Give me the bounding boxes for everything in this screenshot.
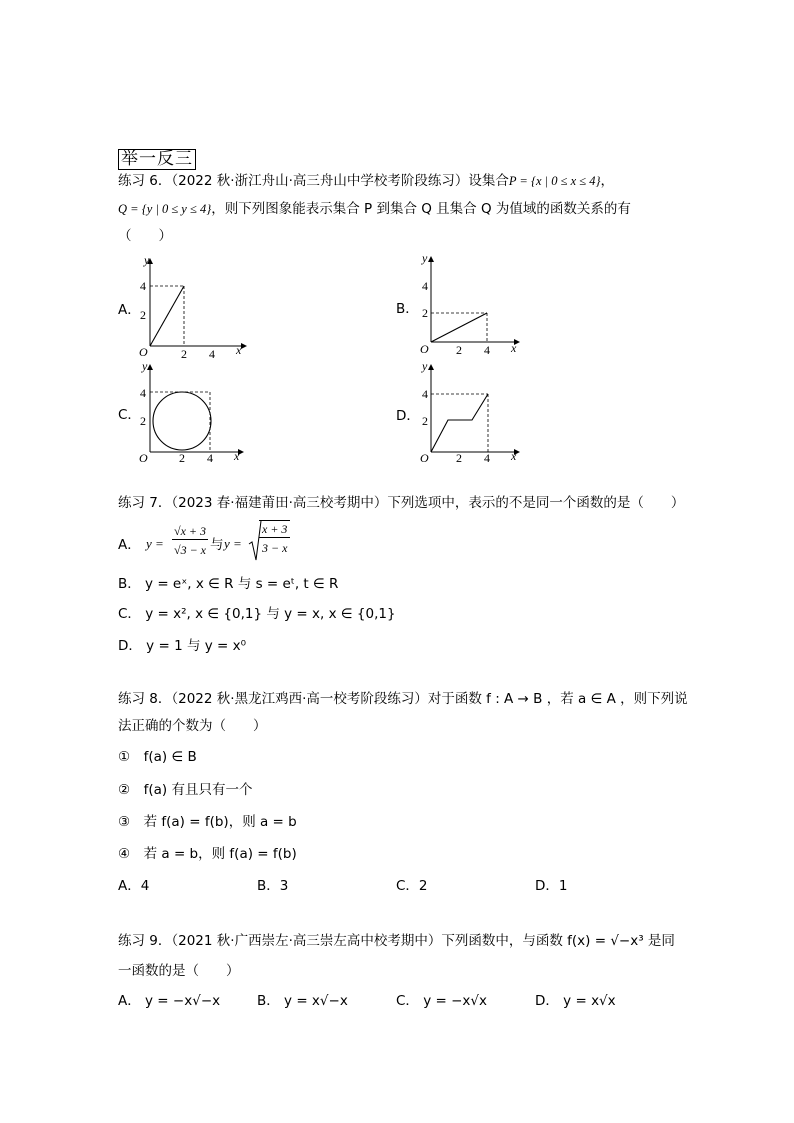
y-label: y [144, 253, 150, 267]
q6-stem-prefix: 练习 6．（2022 秋·浙江舟山·高三舟山中学校考阶段练习）设集合 [118, 173, 509, 189]
y-axis-arrow [428, 256, 434, 262]
q7-option-c: C． y = x², x ∈ {0,1} 与 y = x, x ∈ {0,1} [118, 606, 396, 622]
y-label: y [422, 251, 428, 265]
q6-option-b-label: B． [396, 301, 419, 317]
tick-y2: 2 [422, 306, 428, 320]
q8-choice-c: C．2 [396, 878, 428, 894]
origin-label: O [420, 342, 429, 356]
q6-answer-paren: （ ） [118, 228, 172, 244]
q7-a-numerator: √x + 3 [174, 524, 207, 538]
graph-b [416, 250, 531, 360]
function-segment [150, 286, 184, 346]
q7-a-y1: y = [146, 536, 164, 551]
q9-choice-b: B． y = x√−x [257, 993, 348, 1009]
tick-x2: 2 [181, 347, 187, 360]
q6-stem-line1 [118, 172, 614, 190]
q9-stem-line1: 练习 9．（2021 秋·广西崇左·高三崇左高中校考期中）下列函数中，与函数 f(x) = √−x³ 是同 [118, 933, 675, 949]
q8-stem-line1: 练习 8．（2022 秋·黑龙江鸡西·高一校考阶段练习）对于函数 f : A → B ，若 a ∈ A ，则下列说 [118, 691, 688, 707]
q8-choice-b: B．3 [257, 878, 289, 894]
x-label: x [234, 449, 240, 463]
origin-label: O [420, 451, 429, 465]
q9-choice-d: D． y = x√x [535, 993, 616, 1009]
tick-x2: 2 [456, 451, 462, 465]
q8-item-4: ④ 若 a = b，则 f(a) = f(b) [118, 846, 297, 862]
graph-c [138, 358, 253, 468]
tick-y4: 4 [422, 279, 428, 293]
x-label: x [511, 449, 517, 463]
q8-choice-a: A．4 [118, 878, 150, 894]
q8-item-1: ① f(a) ∈ B [118, 749, 197, 765]
q7-a-denominator: √3 − x [174, 543, 207, 557]
tick-x4: 4 [207, 451, 213, 465]
tick-x2: 2 [179, 451, 185, 465]
x-axis-arrow [241, 343, 247, 349]
q9-choice-a: A． y = −x√−x [118, 993, 221, 1009]
q7-a-numerator2: x + 3 [259, 520, 290, 538]
q8-item-3: ③ 若 f(a) = f(b)，则 a = b [118, 814, 297, 830]
q7-option-b: B． y = eˣ, x ∈ R 与 s = eᵗ, t ∈ R [118, 576, 339, 592]
q6-comma: ， [600, 173, 614, 189]
function-segment [431, 313, 487, 342]
tick-x4: 4 [484, 451, 490, 465]
q6-option-a-label: A． [118, 302, 141, 318]
q9-choice-c: C． y = −x√x [396, 993, 487, 1009]
tick-y4: 4 [140, 279, 146, 293]
function-circle [153, 392, 211, 450]
y-label: y [422, 359, 428, 373]
y-axis-arrow [428, 364, 434, 370]
origin-label: O [139, 345, 148, 359]
origin-label: O [139, 451, 148, 465]
q6-option-d-label: D． [396, 408, 420, 424]
q7-option-d: D． y = 1 与 y = x⁰ [118, 638, 247, 654]
q6-set-q: Q = {y | 0 ≤ y ≤ 4} [118, 202, 212, 216]
q7-a-yu: 与 [210, 537, 224, 553]
y-axis-arrow [147, 364, 153, 370]
q9-stem-line2: 一函数的是（ ） [118, 963, 240, 979]
q6-stem-rest: ，则下列图象能表示集合 P 到集合 Q 且集合 Q 为值域的函数关系的有 [211, 201, 631, 217]
y-label: y [142, 359, 148, 373]
tick-x4: 4 [209, 347, 215, 360]
q8-choice-d: D．1 [535, 878, 568, 894]
q7-stem: 练习 7．（2023 春·福建莆田·高三校考期中）下列选项中，表示的不是同一个函数的是（ ） [118, 495, 685, 511]
graph-a [138, 250, 253, 360]
tick-y2: 2 [140, 308, 146, 322]
tick-y4: 4 [140, 386, 146, 400]
tick-x4: 4 [484, 343, 490, 357]
function-polyline [431, 394, 488, 452]
q6-set-p: P = {x | 0 ≤ x ≤ 4} [508, 174, 601, 188]
q8-stem-line2: 法正确的个数为（ ） [118, 718, 267, 734]
tick-y4: 4 [422, 387, 428, 401]
tick-x2: 2 [456, 343, 462, 357]
q8-item-2: ② f(a) 有且只有一个 [118, 782, 253, 798]
q7-a-denominator2: 3 − x [262, 541, 288, 555]
graph-d [416, 358, 531, 468]
q6-option-c-label: C． [118, 407, 141, 423]
tick-y2: 2 [140, 414, 146, 428]
q7-option-a-label: A． [118, 537, 141, 553]
q6-stem-line2 [118, 200, 631, 218]
section-heading: 举一反三 [118, 149, 196, 170]
q7-a-y2: y = [224, 536, 242, 551]
x-label: x [511, 341, 517, 355]
x-label: x [236, 343, 242, 357]
tick-y2: 2 [422, 414, 428, 428]
